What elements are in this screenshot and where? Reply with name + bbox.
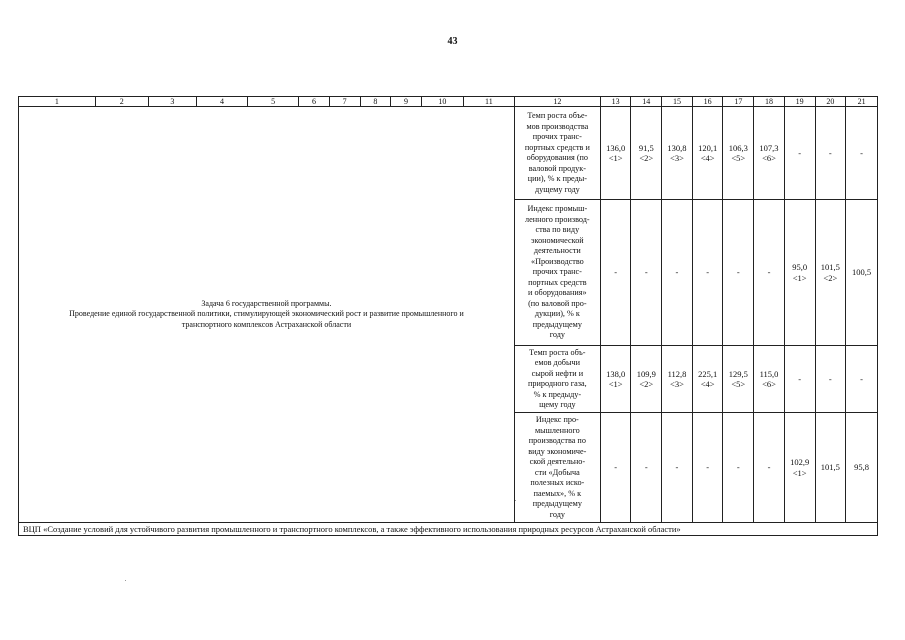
column-number: 6 bbox=[299, 97, 330, 107]
footnote-ref: <1> bbox=[608, 153, 623, 163]
indicator-line: экономической bbox=[531, 235, 584, 245]
indicator-row bbox=[19, 107, 878, 200]
indicator-line: производства по bbox=[528, 436, 586, 445]
task-title: Задача 6 государственной программы. bbox=[201, 298, 332, 308]
value-cell bbox=[662, 346, 693, 413]
value-cell bbox=[784, 200, 815, 346]
value-text: - bbox=[767, 267, 771, 278]
scan-speck bbox=[515, 500, 516, 501]
indicator-line: (по валовой про- bbox=[528, 298, 587, 308]
value-text: - bbox=[798, 373, 802, 384]
indicator-line: валовой продук- bbox=[528, 163, 586, 173]
value-text: - bbox=[675, 462, 679, 473]
value-cell bbox=[631, 107, 662, 200]
column-number: 11 bbox=[463, 97, 514, 107]
indicator-line: и оборудования» bbox=[528, 288, 587, 298]
indicator-line: Темп роста объе- bbox=[527, 111, 588, 120]
scan-speck bbox=[125, 580, 126, 581]
value-text: - bbox=[828, 373, 832, 384]
column-number-row bbox=[19, 97, 878, 107]
value-cell bbox=[784, 413, 815, 523]
indicator-line: мышленного bbox=[534, 425, 580, 435]
indicator-line: портных средств и bbox=[524, 142, 590, 152]
value-cell bbox=[600, 346, 631, 413]
task-text-line: Проведение единой государственной политики, стимулирующей экономический рост и развитие промышленного и bbox=[69, 309, 464, 319]
value-cell bbox=[600, 107, 631, 200]
column-number: 2 bbox=[95, 97, 148, 107]
value-cell bbox=[784, 107, 815, 200]
indicator-line: Индекс про- bbox=[535, 415, 579, 424]
footnote-ref: <6> bbox=[762, 153, 776, 163]
value-cell bbox=[631, 346, 662, 413]
value-text: - bbox=[860, 373, 863, 384]
program-indicators-table bbox=[18, 96, 878, 536]
value-text: - bbox=[828, 147, 832, 158]
column-number: 21 bbox=[846, 97, 878, 107]
value-cell bbox=[631, 413, 662, 523]
value-text: - bbox=[798, 147, 802, 158]
indicator-line: виду экономиче- bbox=[528, 446, 587, 456]
value-cell bbox=[662, 413, 693, 523]
value-cell bbox=[723, 200, 754, 346]
value-text: - bbox=[675, 267, 679, 278]
value-text: 91,5 bbox=[638, 142, 654, 153]
column-number: 16 bbox=[692, 97, 723, 107]
indicator-line: емов добычи bbox=[534, 358, 580, 367]
value-text: - bbox=[736, 462, 740, 473]
value-cell bbox=[846, 346, 878, 413]
indicator-line: дущему году bbox=[534, 184, 580, 194]
indicator-line: предыдущему bbox=[532, 319, 582, 329]
indicator-name-cell bbox=[514, 413, 600, 523]
indicator-line: портных средств bbox=[528, 277, 587, 287]
value-cell bbox=[754, 413, 785, 523]
column-number: 8 bbox=[360, 97, 391, 107]
value-text: - bbox=[644, 462, 648, 473]
column-number: 9 bbox=[391, 97, 422, 107]
value-cell bbox=[846, 413, 878, 523]
footnote-ref: <2> bbox=[639, 379, 654, 389]
indicator-line: % к предыду- bbox=[533, 389, 582, 399]
value-text: 109,9 bbox=[636, 368, 656, 379]
footer-row bbox=[19, 523, 878, 536]
value-text: - bbox=[860, 147, 863, 158]
column-number: 3 bbox=[148, 97, 196, 107]
value-cell bbox=[723, 107, 754, 200]
column-number: 7 bbox=[329, 97, 360, 107]
value-cell bbox=[846, 200, 878, 346]
value-cell bbox=[754, 346, 785, 413]
value-cell bbox=[600, 200, 631, 346]
value-cell bbox=[784, 346, 815, 413]
value-text: 107,3 bbox=[759, 142, 779, 153]
footnote-ref: <6> bbox=[762, 379, 776, 389]
indicator-line: оборудования (по bbox=[526, 153, 589, 162]
value-text: - bbox=[614, 267, 618, 278]
value-text: 115,0 bbox=[759, 368, 779, 379]
footnote-ref: <5> bbox=[731, 379, 746, 389]
column-number: 17 bbox=[723, 97, 754, 107]
indicator-name-cell bbox=[514, 200, 600, 346]
value-cell bbox=[815, 200, 846, 346]
indicator-line: прочих транс- bbox=[532, 267, 582, 277]
footnote-ref: <1> bbox=[608, 379, 623, 389]
indicator-line: предыдущему bbox=[532, 499, 582, 508]
indicator-name-cell bbox=[514, 346, 600, 413]
indicator-line: году bbox=[549, 509, 565, 519]
footnote-ref: <3> bbox=[670, 153, 684, 163]
indicator-line: щему году bbox=[539, 400, 576, 409]
column-number: 14 bbox=[631, 97, 662, 107]
value-text: 95,8 bbox=[854, 462, 870, 473]
indicator-line: мов производства bbox=[526, 121, 589, 131]
indicator-line: ской деятельно- bbox=[529, 457, 586, 466]
page-number: 43 bbox=[447, 36, 458, 47]
footnote-ref: <1> bbox=[792, 272, 807, 283]
value-text: 136,0 bbox=[606, 142, 626, 153]
value-text: 112,8 bbox=[667, 368, 687, 379]
indicator-line: году bbox=[549, 330, 565, 340]
indicator-line: деятельности bbox=[533, 246, 581, 256]
column-number: 18 bbox=[754, 97, 785, 107]
value-text: - bbox=[706, 462, 710, 473]
footnote-ref: <4> bbox=[700, 153, 715, 163]
value-text: - bbox=[644, 267, 648, 278]
value-text: 129,5 bbox=[728, 368, 748, 379]
indicator-name-cell bbox=[514, 107, 600, 200]
indicator-line: природного газа, bbox=[528, 379, 587, 388]
indicator-line: паемых», % к bbox=[533, 488, 582, 498]
footnote-ref: <2> bbox=[639, 153, 654, 163]
value-cell bbox=[692, 346, 723, 413]
value-text: - bbox=[767, 462, 771, 473]
task-text-line: транспортного комплексов Астраханской области bbox=[181, 319, 352, 329]
indicator-line: полезных иско- bbox=[530, 478, 585, 487]
indicator-line: сти «Добыча bbox=[534, 467, 580, 477]
value-text: 120,1 bbox=[698, 142, 718, 153]
value-text: 130,8 bbox=[667, 142, 687, 153]
indicator-line: дукции), % к bbox=[534, 309, 580, 319]
indicator-line: ленного производ- bbox=[525, 214, 590, 224]
footnote-ref: <2> bbox=[823, 272, 838, 283]
task-description-cell bbox=[19, 107, 515, 523]
value-cell bbox=[662, 200, 693, 346]
indicator-line: ства по виду bbox=[535, 225, 580, 235]
column-number: 10 bbox=[421, 97, 463, 107]
indicator-line: Темп роста объ- bbox=[529, 347, 586, 357]
indicator-line: «Производство bbox=[530, 256, 584, 266]
value-cell bbox=[754, 200, 785, 346]
column-number: 15 bbox=[662, 97, 693, 107]
value-cell bbox=[692, 107, 723, 200]
indicator-line: прочих транс- bbox=[532, 132, 582, 141]
footnote-ref: <4> bbox=[700, 379, 715, 389]
footnote-ref: <5> bbox=[731, 153, 746, 163]
column-number: 20 bbox=[815, 97, 846, 107]
value-cell bbox=[600, 413, 631, 523]
value-cell bbox=[815, 413, 846, 523]
indicator-line: сырой нефти и bbox=[531, 368, 584, 378]
value-text: - bbox=[614, 462, 618, 473]
value-text: 100,5 bbox=[852, 267, 872, 278]
value-cell bbox=[662, 107, 693, 200]
indicator-line: Индекс промыш- bbox=[527, 204, 588, 214]
column-number: 4 bbox=[196, 97, 247, 107]
value-text: - bbox=[706, 267, 710, 278]
column-number: 5 bbox=[248, 97, 299, 107]
value-cell bbox=[815, 346, 846, 413]
footnote-ref: <1> bbox=[792, 467, 807, 478]
column-number: 19 bbox=[784, 97, 815, 107]
indicator-line: ции), % к преды- bbox=[527, 174, 587, 183]
value-cell bbox=[631, 200, 662, 346]
value-text: 102,9 bbox=[790, 457, 810, 467]
value-text: 101,5 bbox=[820, 462, 840, 473]
value-text: 95,0 bbox=[792, 262, 808, 272]
value-text: 138,0 bbox=[606, 368, 626, 379]
value-cell bbox=[815, 107, 846, 200]
value-cell bbox=[723, 346, 754, 413]
value-cell bbox=[723, 413, 754, 523]
value-cell bbox=[692, 413, 723, 523]
footnote-ref: <3> bbox=[670, 379, 684, 389]
value-text: - bbox=[736, 267, 740, 278]
column-number: 12 bbox=[514, 97, 600, 107]
value-text: 101,5 bbox=[820, 262, 840, 272]
column-number: 13 bbox=[600, 97, 631, 107]
value-text: 225,1 bbox=[698, 368, 718, 379]
value-cell bbox=[754, 107, 785, 200]
value-cell bbox=[692, 200, 723, 346]
value-text: 106,3 bbox=[728, 142, 748, 153]
column-number: 1 bbox=[19, 97, 96, 107]
program-footer-text: ВЦП «Создание условий для устойчивого развития промышленного и транспортного комплексов, а также эффективного использования природных ресурсов Астраханской области» bbox=[19, 523, 878, 536]
value-cell bbox=[846, 107, 878, 200]
